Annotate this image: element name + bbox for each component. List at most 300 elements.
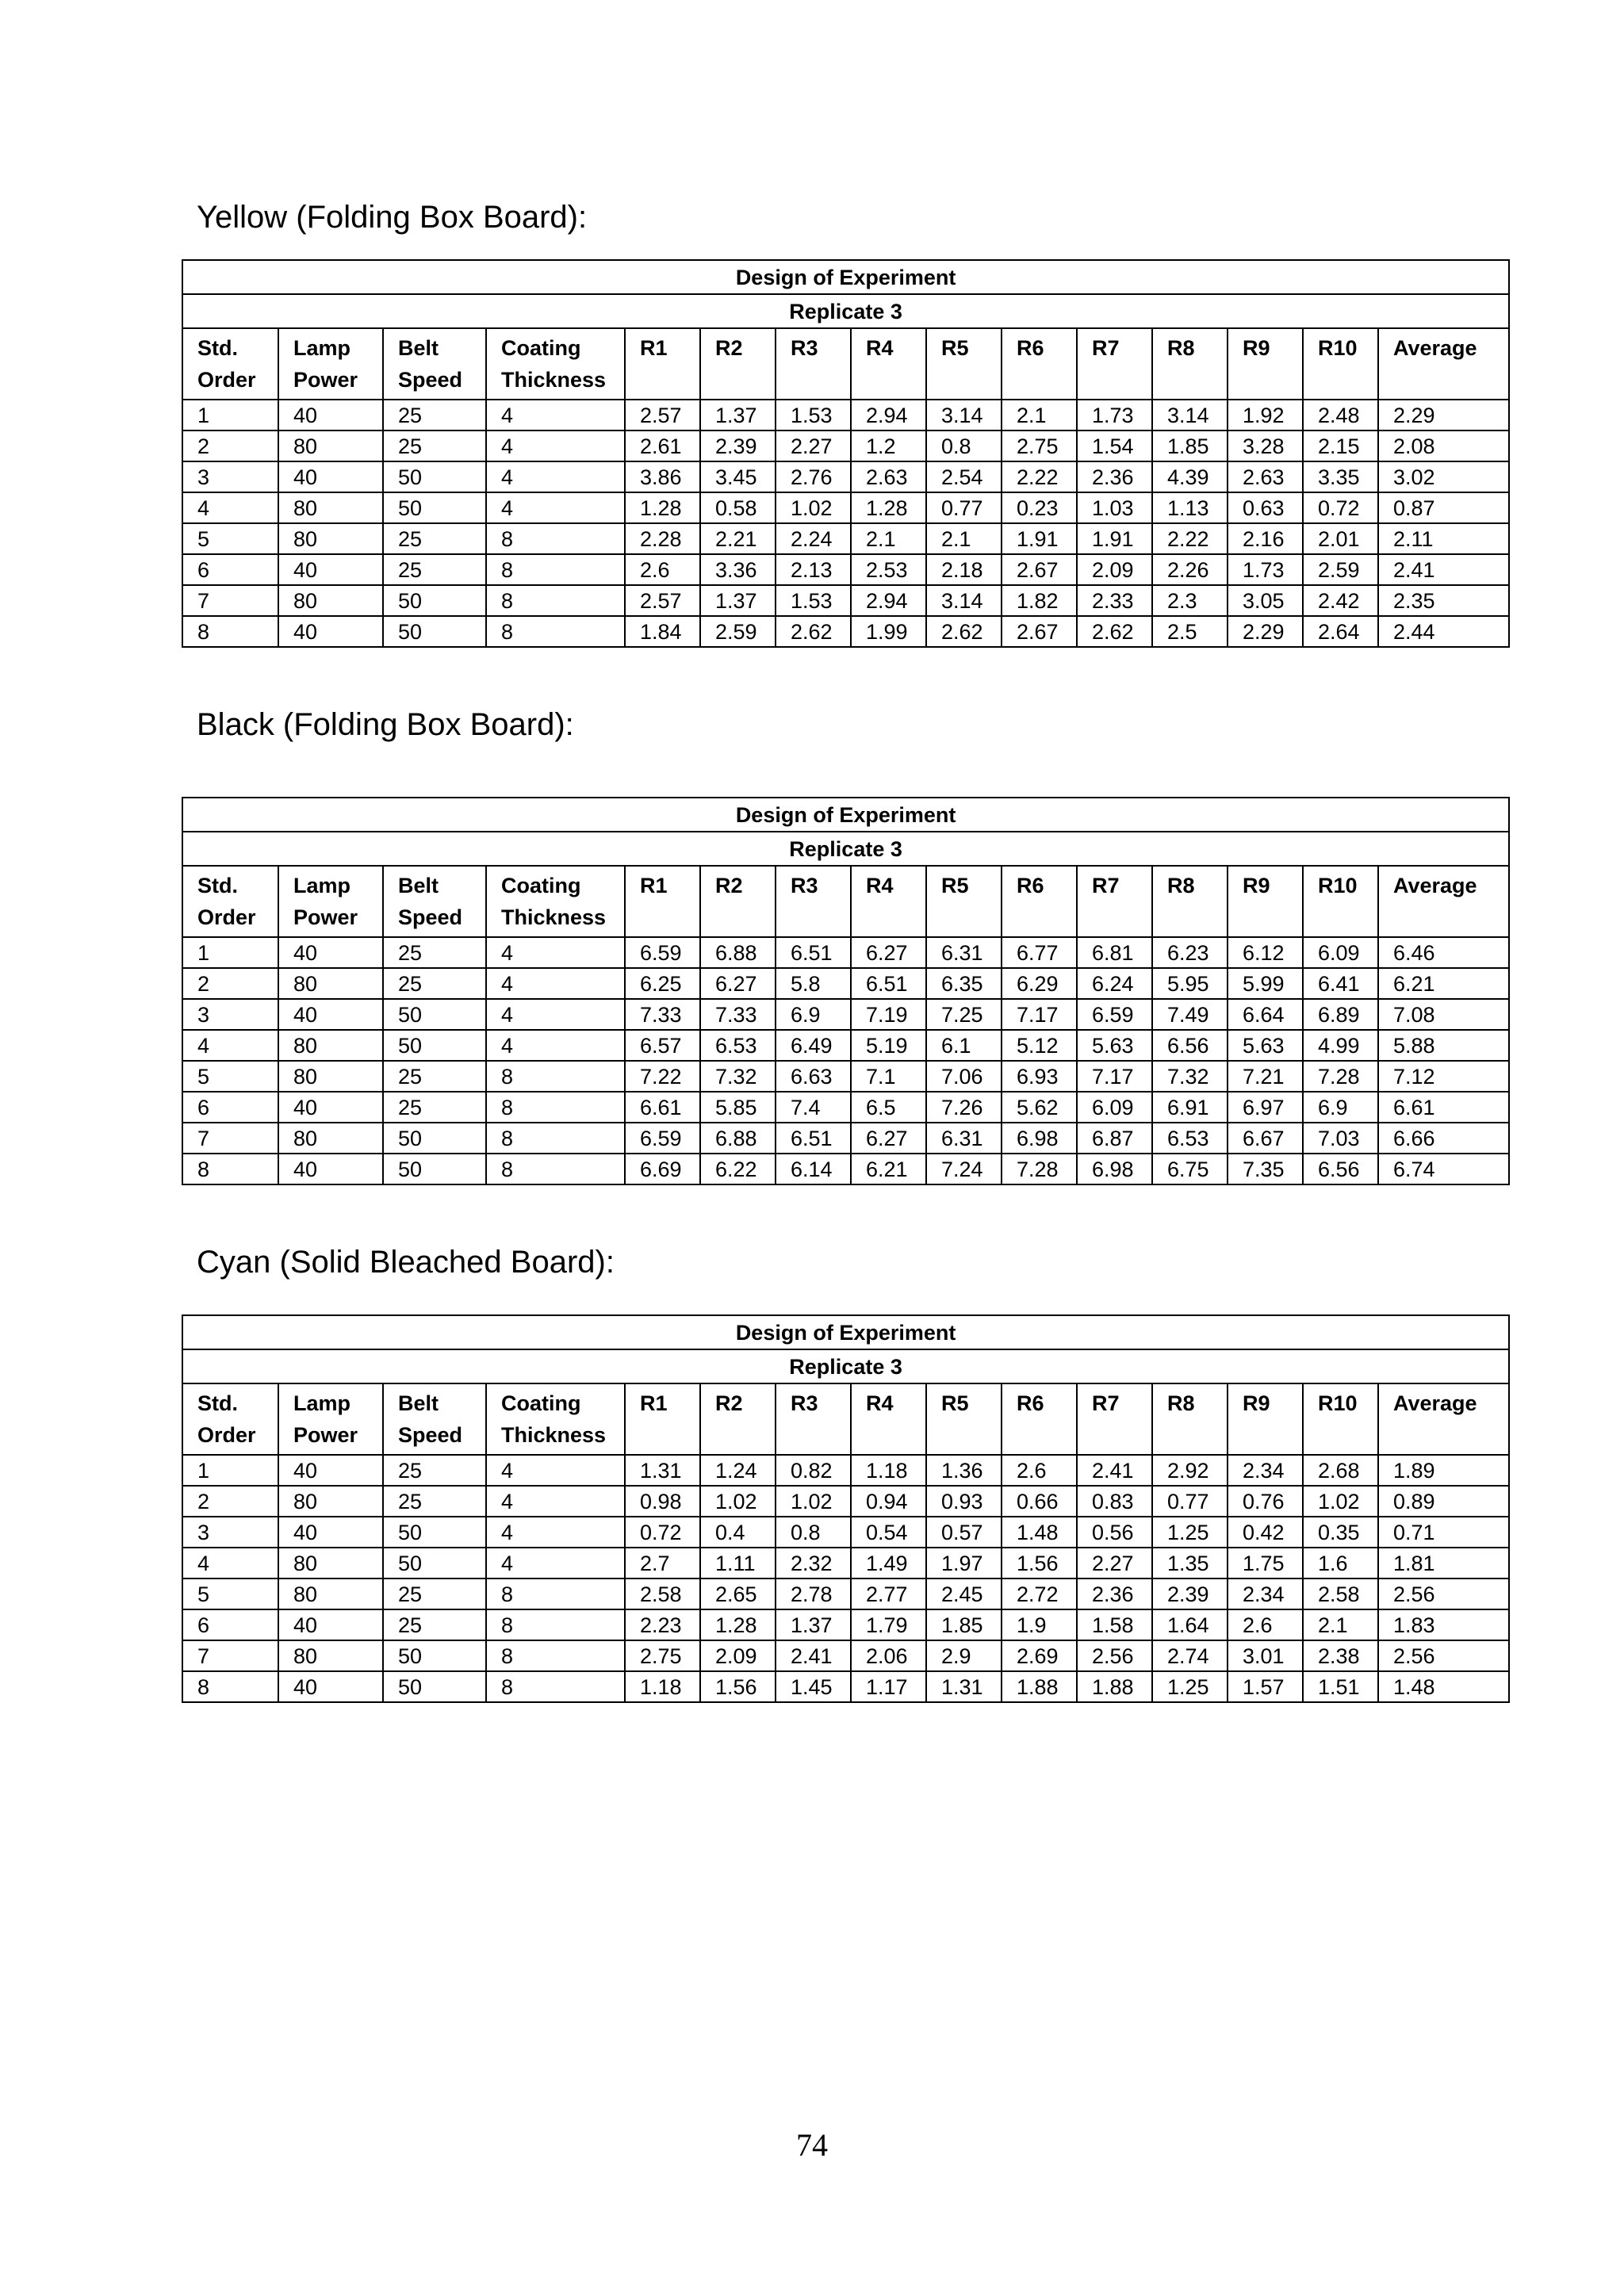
table-cell: 3.45 bbox=[700, 461, 776, 492]
table-cell: 6.29 bbox=[1002, 968, 1077, 999]
table-cell: 25 bbox=[383, 1578, 486, 1609]
table-cell: 4.39 bbox=[1152, 461, 1228, 492]
column-header bbox=[625, 1383, 700, 1455]
table-cell: 2.54 bbox=[926, 461, 1002, 492]
table-cell: 40 bbox=[278, 1092, 383, 1123]
table-cell: 6 bbox=[182, 554, 278, 585]
column-header-line: Std. bbox=[197, 336, 238, 360]
table-cell: 1.13 bbox=[1152, 492, 1228, 523]
table-cell: 50 bbox=[383, 585, 486, 616]
table-cell: 80 bbox=[278, 492, 383, 523]
table-cell: 6.93 bbox=[1002, 1061, 1077, 1092]
table-cell: 8 bbox=[182, 616, 278, 647]
table-cell: 2.1 bbox=[926, 523, 1002, 554]
table-cell: 3.02 bbox=[1378, 461, 1509, 492]
table-cell: 6.23 bbox=[1152, 937, 1228, 968]
table-cell: 0.71 bbox=[1378, 1517, 1509, 1548]
column-header-row bbox=[182, 866, 1509, 937]
table-cell: 7.49 bbox=[1152, 999, 1228, 1030]
table-row bbox=[182, 1548, 1509, 1578]
table-cell: 5.63 bbox=[1077, 1030, 1152, 1061]
column-header bbox=[1303, 866, 1378, 937]
table-cell: 4 bbox=[182, 1548, 278, 1578]
table-cell: 2.09 bbox=[700, 1640, 776, 1671]
table-cell: 1.91 bbox=[1077, 523, 1152, 554]
table-cell: 6.74 bbox=[1378, 1154, 1509, 1184]
column-header bbox=[926, 1383, 1002, 1455]
table-cell: 2.67 bbox=[1002, 554, 1077, 585]
table-cell: 8 bbox=[182, 1671, 278, 1702]
column-header bbox=[625, 328, 700, 400]
table-cell: 6.27 bbox=[851, 937, 926, 968]
table-cell: 6.09 bbox=[1077, 1092, 1152, 1123]
table-cell: 6.35 bbox=[926, 968, 1002, 999]
table-cell: 2.75 bbox=[625, 1640, 700, 1671]
column-header-row bbox=[182, 1383, 1509, 1455]
column-header-line: Coating bbox=[501, 336, 581, 360]
column-header-line: R5 bbox=[941, 336, 969, 360]
column-header bbox=[1303, 1383, 1378, 1455]
table-subcaption: Replicate 3 bbox=[182, 1349, 1509, 1383]
column-header bbox=[700, 866, 776, 937]
column-header bbox=[776, 328, 851, 400]
table-caption: Design of Experiment bbox=[182, 260, 1509, 294]
table-cell: 2.35 bbox=[1378, 585, 1509, 616]
table-cell: 2.59 bbox=[700, 616, 776, 647]
table-cell: 7.35 bbox=[1228, 1154, 1303, 1184]
column-header-line: Average bbox=[1393, 1391, 1477, 1415]
table-cell: 7.33 bbox=[700, 999, 776, 1030]
table-cell: 7.21 bbox=[1228, 1061, 1303, 1092]
table-cell: 2.63 bbox=[1228, 461, 1303, 492]
table-cell: 2.44 bbox=[1378, 616, 1509, 647]
table-cell: 6.9 bbox=[1303, 1092, 1378, 1123]
table-cell: 6.91 bbox=[1152, 1092, 1228, 1123]
table-cell: 6.64 bbox=[1228, 999, 1303, 1030]
column-header bbox=[1378, 328, 1509, 400]
table-cell: 2.1 bbox=[1002, 400, 1077, 430]
table-cell: 40 bbox=[278, 1517, 383, 1548]
table-cell: 40 bbox=[278, 937, 383, 968]
table-cell: 6.89 bbox=[1303, 999, 1378, 1030]
table-cell: 50 bbox=[383, 1123, 486, 1154]
table-cell: 6.21 bbox=[1378, 968, 1509, 999]
table-row bbox=[182, 616, 1509, 647]
table-cell: 6.27 bbox=[700, 968, 776, 999]
column-header-line: Thickness bbox=[501, 905, 607, 929]
table-cell: 4 bbox=[182, 492, 278, 523]
section-title-yellow: Yellow (Folding Box Board): bbox=[197, 200, 588, 235]
table-cell: 0.83 bbox=[1077, 1486, 1152, 1517]
column-header-line: R10 bbox=[1318, 336, 1358, 360]
table-cell: 6.77 bbox=[1002, 937, 1077, 968]
column-header-line: R9 bbox=[1243, 874, 1270, 897]
table-cell: 0.42 bbox=[1228, 1517, 1303, 1548]
table-cell: 6.14 bbox=[776, 1154, 851, 1184]
table-cell: 5 bbox=[182, 1061, 278, 1092]
table-cell: 5.88 bbox=[1378, 1030, 1509, 1061]
column-header-line: R5 bbox=[941, 874, 969, 897]
table-row bbox=[182, 430, 1509, 461]
table-cell: 8 bbox=[486, 616, 625, 647]
table-cell: 50 bbox=[383, 1517, 486, 1548]
table-cell: 7.26 bbox=[926, 1092, 1002, 1123]
table-cell: 1.28 bbox=[851, 492, 926, 523]
column-header-line: Std. bbox=[197, 874, 238, 897]
table-cell: 3 bbox=[182, 461, 278, 492]
table-cell: 5.8 bbox=[776, 968, 851, 999]
column-header bbox=[1228, 866, 1303, 937]
table-cell: 2.62 bbox=[926, 616, 1002, 647]
table-cell: 6.5 bbox=[851, 1092, 926, 1123]
table-cell: 50 bbox=[383, 1030, 486, 1061]
table-cell: 6.24 bbox=[1077, 968, 1152, 999]
table-cell: 2.6 bbox=[1002, 1455, 1077, 1486]
table-cell: 8 bbox=[486, 554, 625, 585]
table-cell: 2.62 bbox=[1077, 616, 1152, 647]
table-cell: 2.77 bbox=[851, 1578, 926, 1609]
table-cell: 2.23 bbox=[625, 1609, 700, 1640]
column-header-row bbox=[182, 328, 1509, 400]
table-cell: 1 bbox=[182, 400, 278, 430]
table-cell: 1.35 bbox=[1152, 1548, 1228, 1578]
table-row bbox=[182, 400, 1509, 430]
table-cell: 8 bbox=[486, 1609, 625, 1640]
table-cell: 40 bbox=[278, 1609, 383, 1640]
table-cell: 50 bbox=[383, 1548, 486, 1578]
table-cell: 0.72 bbox=[1303, 492, 1378, 523]
table-cell: 0.87 bbox=[1378, 492, 1509, 523]
table-cell: 2.68 bbox=[1303, 1455, 1378, 1486]
table-cell: 4 bbox=[486, 430, 625, 461]
table-cell: 6.59 bbox=[625, 1123, 700, 1154]
table-cell: 5.99 bbox=[1228, 968, 1303, 999]
table-row bbox=[182, 1061, 1509, 1092]
doe-table-black bbox=[182, 797, 1510, 1185]
column-header bbox=[1002, 866, 1077, 937]
table-cell: 2.56 bbox=[1077, 1640, 1152, 1671]
section-title-black: Black (Folding Box Board): bbox=[197, 707, 574, 742]
column-header bbox=[486, 866, 625, 937]
column-header-line: Order bbox=[197, 1423, 256, 1447]
table-cell: 6.31 bbox=[926, 1123, 1002, 1154]
table-subcaption: Replicate 3 bbox=[182, 294, 1509, 328]
table-cell: 2.1 bbox=[851, 523, 926, 554]
table-cell: 1.79 bbox=[851, 1609, 926, 1640]
table-cell: 7 bbox=[182, 585, 278, 616]
table-cell: 2.94 bbox=[851, 400, 926, 430]
table-cell: 2.61 bbox=[625, 430, 700, 461]
table-cell: 6.21 bbox=[851, 1154, 926, 1184]
column-header bbox=[1378, 1383, 1509, 1455]
table-cell: 25 bbox=[383, 1092, 486, 1123]
table-cell: 40 bbox=[278, 1154, 383, 1184]
table-cell: 6.61 bbox=[1378, 1092, 1509, 1123]
table-cell: 80 bbox=[278, 1640, 383, 1671]
column-header-line: R1 bbox=[640, 336, 668, 360]
table-cell: 7.32 bbox=[1152, 1061, 1228, 1092]
table-cell: 4 bbox=[486, 1486, 625, 1517]
table-cell: 2.9 bbox=[926, 1640, 1002, 1671]
column-header-line: Order bbox=[197, 368, 256, 392]
column-header bbox=[700, 328, 776, 400]
table-cell: 7.19 bbox=[851, 999, 926, 1030]
table-cell: 3.35 bbox=[1303, 461, 1378, 492]
table-cell: 7.17 bbox=[1077, 1061, 1152, 1092]
table-cell: 7.24 bbox=[926, 1154, 1002, 1184]
table-cell: 2.39 bbox=[1152, 1578, 1228, 1609]
table-cell: 6.87 bbox=[1077, 1123, 1152, 1154]
table-cell: 6.25 bbox=[625, 968, 700, 999]
table-cell: 0.58 bbox=[700, 492, 776, 523]
column-header bbox=[1152, 866, 1228, 937]
column-header-line: Power bbox=[293, 368, 358, 392]
table-cell: 6.53 bbox=[700, 1030, 776, 1061]
table-caption: Design of Experiment bbox=[182, 798, 1509, 832]
table-cell: 5 bbox=[182, 523, 278, 554]
table-cell: 2.27 bbox=[1077, 1548, 1152, 1578]
table-body bbox=[182, 1383, 1509, 1702]
table-cell: 6.49 bbox=[776, 1030, 851, 1061]
column-header bbox=[1303, 328, 1378, 400]
table-cell: 1.53 bbox=[776, 585, 851, 616]
table-cell: 2.64 bbox=[1303, 616, 1378, 647]
table-cell: 2.06 bbox=[851, 1640, 926, 1671]
table-cell: 2.15 bbox=[1303, 430, 1378, 461]
table-cell: 5 bbox=[182, 1578, 278, 1609]
table-cell: 0.57 bbox=[926, 1517, 1002, 1548]
table-cell: 25 bbox=[383, 937, 486, 968]
table-cell: 2.26 bbox=[1152, 554, 1228, 585]
table-cell: 1.02 bbox=[700, 1486, 776, 1517]
table-cell: 6.51 bbox=[776, 1123, 851, 1154]
table-cell: 2 bbox=[182, 968, 278, 999]
column-header-line: R7 bbox=[1092, 874, 1120, 897]
table-cell: 1.02 bbox=[776, 492, 851, 523]
table-cell: 2.22 bbox=[1152, 523, 1228, 554]
table-cell: 50 bbox=[383, 1154, 486, 1184]
column-header bbox=[926, 328, 1002, 400]
table-cell: 4 bbox=[486, 492, 625, 523]
column-header-line: Belt bbox=[398, 874, 439, 897]
column-header bbox=[1228, 1383, 1303, 1455]
table-cell: 1.51 bbox=[1303, 1671, 1378, 1702]
table-cell: 8 bbox=[486, 1671, 625, 1702]
column-header bbox=[486, 328, 625, 400]
column-header bbox=[383, 1383, 486, 1455]
table-cell: 6.66 bbox=[1378, 1123, 1509, 1154]
table-cell: 6.98 bbox=[1077, 1154, 1152, 1184]
table-cell: 80 bbox=[278, 968, 383, 999]
table-cell: 0.23 bbox=[1002, 492, 1077, 523]
column-header bbox=[1077, 866, 1152, 937]
table-cell: 7.17 bbox=[1002, 999, 1077, 1030]
table-cell: 2.11 bbox=[1378, 523, 1509, 554]
column-header-line: R8 bbox=[1167, 336, 1195, 360]
table-cell: 2.6 bbox=[1228, 1609, 1303, 1640]
table-cell: 1.9 bbox=[1002, 1609, 1077, 1640]
table-cell: 2.13 bbox=[776, 554, 851, 585]
column-header bbox=[1002, 1383, 1077, 1455]
table-cell: 0.82 bbox=[776, 1455, 851, 1486]
column-header bbox=[1077, 328, 1152, 400]
table-cell: 1.99 bbox=[851, 616, 926, 647]
table-cell: 0.63 bbox=[1228, 492, 1303, 523]
table-cell: 4 bbox=[486, 400, 625, 430]
column-header-line: R6 bbox=[1017, 1391, 1044, 1415]
column-header bbox=[383, 328, 486, 400]
table-cell: 8 bbox=[182, 1154, 278, 1184]
column-header-line: Lamp bbox=[293, 1391, 351, 1415]
table-cell: 7.06 bbox=[926, 1061, 1002, 1092]
table-cell: 6.97 bbox=[1228, 1092, 1303, 1123]
table-cell: 5.62 bbox=[1002, 1092, 1077, 1123]
column-header bbox=[776, 866, 851, 937]
table-cell: 2.32 bbox=[776, 1548, 851, 1578]
table-cell: 2.56 bbox=[1378, 1578, 1509, 1609]
table-cell: 2.1 bbox=[1303, 1609, 1378, 1640]
table-cell: 2.41 bbox=[776, 1640, 851, 1671]
table-cell: 1 bbox=[182, 937, 278, 968]
table-cell: 1.73 bbox=[1077, 400, 1152, 430]
table-row bbox=[182, 1609, 1509, 1640]
table-cell: 1.58 bbox=[1077, 1609, 1152, 1640]
column-header-line: Speed bbox=[398, 905, 463, 929]
table-cell: 50 bbox=[383, 1640, 486, 1671]
table-cell: 2.72 bbox=[1002, 1578, 1077, 1609]
table-cell: 1.92 bbox=[1228, 400, 1303, 430]
table-cell: 40 bbox=[278, 616, 383, 647]
table-cell: 1.02 bbox=[1303, 1486, 1378, 1517]
table-cell: 6.98 bbox=[1002, 1123, 1077, 1154]
table-cell: 25 bbox=[383, 968, 486, 999]
table-cell: 7.25 bbox=[926, 999, 1002, 1030]
column-header-line: R2 bbox=[715, 874, 743, 897]
table-cell: 0.77 bbox=[1152, 1486, 1228, 1517]
column-header-line: Thickness bbox=[501, 1423, 607, 1447]
column-header bbox=[278, 328, 383, 400]
table-cell: 7.28 bbox=[1303, 1061, 1378, 1092]
table-cell: 4 bbox=[182, 1030, 278, 1061]
table-cell: 7.08 bbox=[1378, 999, 1509, 1030]
table-cell: 1.18 bbox=[625, 1671, 700, 1702]
table-cell: 1.56 bbox=[700, 1671, 776, 1702]
table-cell: 25 bbox=[383, 1455, 486, 1486]
table-cell: 25 bbox=[383, 1609, 486, 1640]
table-cell: 1.82 bbox=[1002, 585, 1077, 616]
table-cell: 0.76 bbox=[1228, 1486, 1303, 1517]
table-row bbox=[182, 999, 1509, 1030]
column-header-line: R3 bbox=[791, 1391, 818, 1415]
table-row bbox=[182, 1517, 1509, 1548]
table-cell: 2.92 bbox=[1152, 1455, 1228, 1486]
table-cell: 0.4 bbox=[700, 1517, 776, 1548]
column-header bbox=[1152, 328, 1228, 400]
table-cell: 1.24 bbox=[700, 1455, 776, 1486]
column-header bbox=[1228, 328, 1303, 400]
table-cell: 1.48 bbox=[1002, 1517, 1077, 1548]
table-cell: 4 bbox=[486, 968, 625, 999]
table-cell: 4 bbox=[486, 999, 625, 1030]
table-cell: 50 bbox=[383, 1671, 486, 1702]
table-row bbox=[182, 1671, 1509, 1702]
table-body bbox=[182, 328, 1509, 647]
column-header-line: R4 bbox=[866, 1391, 894, 1415]
table-cell: 1.37 bbox=[700, 585, 776, 616]
table-cell: 2.18 bbox=[926, 554, 1002, 585]
table-cell: 6.46 bbox=[1378, 937, 1509, 968]
column-header-line: R7 bbox=[1092, 336, 1120, 360]
table-cell: 2.29 bbox=[1378, 400, 1509, 430]
table-cell: 6.81 bbox=[1077, 937, 1152, 968]
table-cell: 2.3 bbox=[1152, 585, 1228, 616]
table-cell: 2.09 bbox=[1077, 554, 1152, 585]
section-title-cyan: Cyan (Solid Bleached Board): bbox=[197, 1245, 615, 1280]
column-header-line: Power bbox=[293, 905, 358, 929]
table-cell: 4 bbox=[486, 1548, 625, 1578]
table-cell: 0.35 bbox=[1303, 1517, 1378, 1548]
table-cell: 6.67 bbox=[1228, 1123, 1303, 1154]
table-cell: 4 bbox=[486, 937, 625, 968]
table-cell: 2.78 bbox=[776, 1578, 851, 1609]
table-row bbox=[182, 937, 1509, 968]
table-cell: 6.69 bbox=[625, 1154, 700, 1184]
table-cell: 6.59 bbox=[625, 937, 700, 968]
column-header-line: Speed bbox=[398, 1423, 463, 1447]
column-header-line: Belt bbox=[398, 336, 439, 360]
table-cell: 3.28 bbox=[1228, 430, 1303, 461]
column-header-line: R7 bbox=[1092, 1391, 1120, 1415]
table-cell: 0.8 bbox=[776, 1517, 851, 1548]
table-cell: 2.53 bbox=[851, 554, 926, 585]
table-body bbox=[182, 866, 1509, 1184]
table-cell: 25 bbox=[383, 554, 486, 585]
table-cell: 2.42 bbox=[1303, 585, 1378, 616]
table-cell: 5.95 bbox=[1152, 968, 1228, 999]
column-header-line: Power bbox=[293, 1423, 358, 1447]
table-cell: 1.37 bbox=[776, 1609, 851, 1640]
table-cell: 2.69 bbox=[1002, 1640, 1077, 1671]
table-cell: 2.29 bbox=[1228, 616, 1303, 647]
column-header-line: R9 bbox=[1243, 1391, 1270, 1415]
table-row bbox=[182, 1030, 1509, 1061]
table-cell: 8 bbox=[486, 1640, 625, 1671]
table-cell: 0.72 bbox=[625, 1517, 700, 1548]
table-cell: 6.27 bbox=[851, 1123, 926, 1154]
column-header bbox=[700, 1383, 776, 1455]
doe-table-cyan bbox=[182, 1314, 1510, 1703]
table-cell: 2.22 bbox=[1002, 461, 1077, 492]
column-header bbox=[1152, 1383, 1228, 1455]
column-header-line: R3 bbox=[791, 874, 818, 897]
table-row bbox=[182, 1455, 1509, 1486]
table-cell: 7 bbox=[182, 1640, 278, 1671]
table-cell: 80 bbox=[278, 1061, 383, 1092]
table-cell: 1.84 bbox=[625, 616, 700, 647]
table-cell: 6.63 bbox=[776, 1061, 851, 1092]
table-cell: 80 bbox=[278, 1578, 383, 1609]
column-header bbox=[1002, 328, 1077, 400]
table-cell: 6.56 bbox=[1152, 1030, 1228, 1061]
table-cell: 5.19 bbox=[851, 1030, 926, 1061]
table-cell: 7.12 bbox=[1378, 1061, 1509, 1092]
column-header-line: Average bbox=[1393, 874, 1477, 897]
table-cell: 2.34 bbox=[1228, 1578, 1303, 1609]
table-cell: 3 bbox=[182, 1517, 278, 1548]
table-cell: 1.6 bbox=[1303, 1548, 1378, 1578]
column-header bbox=[278, 1383, 383, 1455]
table-cell: 25 bbox=[383, 430, 486, 461]
